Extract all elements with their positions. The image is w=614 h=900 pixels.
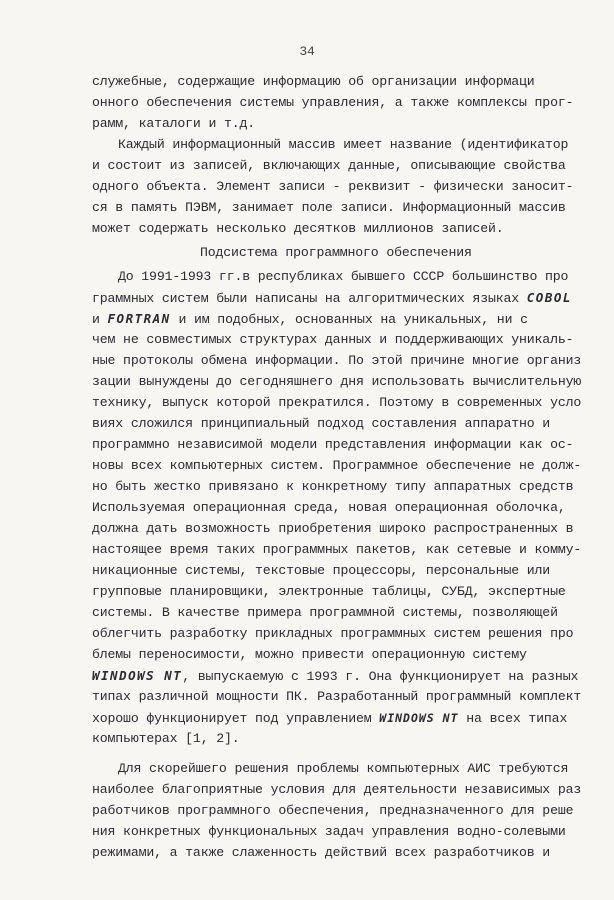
text-segment: хорошо функционирует под управлением [92,711,372,726]
text-line: блемы переносимости, можно привести операционную систему [92,647,527,662]
text-line: облегчить разработку прикладных программных систем решения про [92,626,574,641]
text-line: Используемая операционная среда, новая операционная оболочка, [92,500,566,515]
section-heading: Подсистема программного обеспечения [200,245,472,260]
os-name: WINDOWS NT [379,711,459,725]
text-line [92,666,602,686]
text-line: системы. В качестве примера программной системы, позволяющей [92,605,558,620]
text-line: ные протоколы обмена информации. По этой причине многие организ [92,353,582,368]
text-line: До 1991-1993 гг.в республиках бывшего СССР большинство про [118,269,569,284]
text-line: виях сложился принципиальный подход составления аппаратно и [92,416,551,431]
language-name: FORTRAN [107,311,171,326]
text-segment: и [92,312,100,327]
os-name: WINDOWS NT [92,668,183,683]
text-line: режимами, а также слаженность действий всех разработчиков и [92,845,551,860]
text-line: зации вынуждены до сегодняшнего дня использовать вычислительную [92,374,582,389]
text-line: может содержать несколько десятков миллионов записей. [92,221,504,236]
text-line: ния конкретных функциональных задач управления водно-солевыми [92,824,566,839]
text-segment: , выпускаемую с 1993 г. Она функционирует на разных [182,669,579,684]
text-line: типах различной мощности ПК. Разработанный программный комплект [92,689,582,704]
text-line: никационные системы, текстовые процессоры, персональные или [92,563,551,578]
text-line: программно независимой модели представления информации как ос- [92,437,574,452]
language-name: COBOL [526,290,572,305]
text-line: настоящее время таких программных пакетов, как сетевые и комму- [92,542,582,557]
text-line: технику, выпуск которой прекратился. Поэтому в современных усло [92,395,582,410]
text-line: Каждый информационный массив имеет название (идентификатор [118,137,569,152]
text-line: должна дать возможность приобретения широко распространенных в [92,521,574,536]
text-line: но быть жестко привязано к конкретному типу аппаратных средств [92,479,574,494]
text-line: одного объекта. Элемент записи - реквизит - физически заносит- [92,179,574,194]
text-line: чем не совместимых структурах данных и поддерживающих уникаль- [92,332,574,347]
page-number: 34 [299,44,315,59]
text-line [92,708,602,728]
text-segment: на всех типах [466,711,568,726]
text-line: наиболее благоприятные условия для деятельности независимых раз [92,782,582,797]
text-line: новы всех компьютерных систем. Программное обеспечение не долж- [92,458,582,473]
text-line: групповые планировщики, электронные таблицы, СУБД, экспертные [92,584,566,599]
text-line [92,309,602,329]
text-line: онного обеспечения системы управления, а также комплексы прог- [92,95,574,110]
text-segment: граммных систем были написаны на алгоритмических языках [92,291,520,306]
text-line: Для скорейшего решения проблемы компьютерных АИС требуются [118,761,569,776]
text-line: и состоит из записей, включающих данные, описывающие свойства [92,158,566,173]
text-line: служебные, содержащие информацию об организации информаци [92,74,535,89]
text-segment: и им подобных, основанных на уникальных, ни с [178,312,528,327]
text-line [92,288,602,308]
text-line: рамм, каталоги и т.д. [92,116,256,131]
text-line: ся в память ПЭВМ, занимает поле записи. Информационный массив [92,200,566,215]
text-line: компьютерах [1, 2]. [92,731,240,746]
text-line: работчиков программного обеспечения, предназначенного для реше [92,803,574,818]
